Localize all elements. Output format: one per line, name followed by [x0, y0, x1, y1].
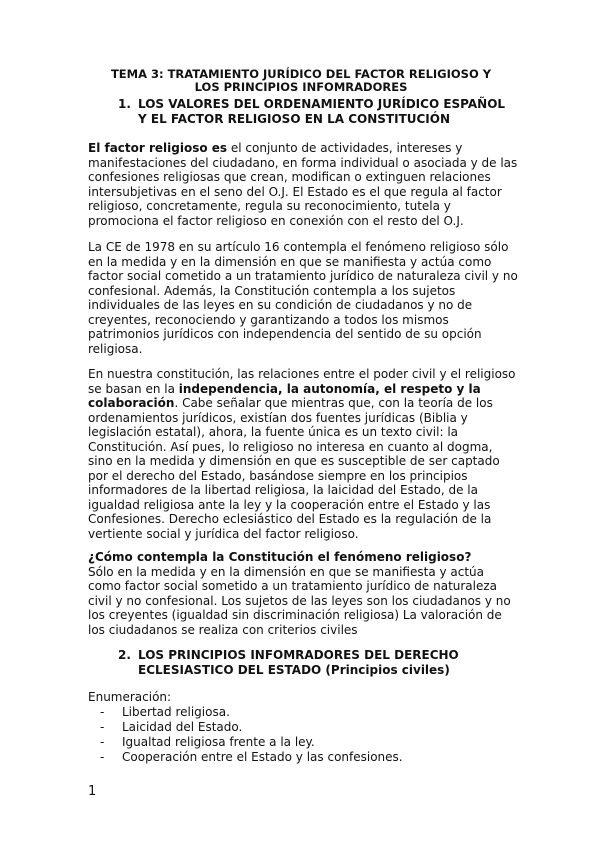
question-block	[88, 550, 518, 637]
paragraph-3-bold: independencia, la autonomía, el respeto y la colaboración	[88, 381, 481, 410]
section-1-line-1: LOS VALORES DEL ORDENAMIENTO JURÍDICO ESPAÑOL	[138, 97, 506, 111]
question-heading: ¿Cómo contempla la Constitución el fenómeno religioso?	[88, 550, 472, 564]
list-item-text: Cooperación entre el Estado y las confesiones.	[122, 750, 403, 764]
bullet-dash: -	[100, 720, 105, 734]
paragraph-1-bold: El factor religioso es	[88, 141, 228, 155]
paragraph-ce-1978: La CE de 1978 en su artículo 16 contempla el fenómeno religioso sólo en la medida y en la dimensión en que se manifiesta y actúa como factor social cometido a un tratamiento jurídico de naturaleza civil y no confesional. Además, la Constitución contempla a los sujetos individuales de las leyes en su condición de ciudadanos y no de creyentes, reconociendo y garantizando a todos los mismos patrimonios jurídicos con independencia del sentido de su opción religiosa.	[88, 240, 518, 356]
title-line-1: TEMA 3: TRATAMIENTO JURÍDICO DEL FACTOR RELIGIOSO Y	[110, 67, 492, 81]
bullet-dash: -	[100, 735, 105, 749]
paragraph-3-pre: En nuestra constitución, las relaciones entre el poder civil y el religioso se basan en la	[88, 367, 516, 396]
section-2-number: 2.	[118, 648, 131, 662]
section-2-line-2: ECLESIASTICO DEL ESTADO (Principios civiles)	[138, 662, 450, 677]
principles-list	[100, 705, 403, 765]
list-item	[100, 735, 403, 750]
section-1-heading	[118, 97, 518, 126]
list-item-text: Libertad religiosa.	[122, 705, 230, 719]
bullet-dash: -	[100, 750, 105, 764]
title-line-2: LOS PRINCIPIOS INFOMRADORES	[194, 80, 408, 94]
section-2-heading	[118, 648, 518, 677]
section-2-line-1: LOS PRINCIPIOS INFOMRADORES DEL DERECHO	[138, 648, 459, 662]
list-item	[100, 720, 403, 735]
list-item	[100, 705, 403, 720]
page-number: 1	[88, 784, 97, 799]
section-1-line-2: Y EL FACTOR RELIGIOSO EN LA CONSTITUCIÓN	[138, 111, 451, 126]
paragraph-1-text: el conjunto de actividades, intereses y manifestaciones del ciudadano, en forma individual o asociada y de las confesiones religiosas que crean, modifican o extinguen relaciones intersubjetivas en el seno del O.J. El Estado es el que regula al factor religioso, concretamente, regula su reconocimiento, tutela y promociona el factor religioso en conexión con el resto del O.J.	[88, 141, 518, 228]
paragraph-factor-religioso	[88, 141, 518, 228]
document-title	[96, 68, 506, 94]
section-1-number: 1.	[118, 97, 131, 111]
bullet-dash: -	[100, 705, 105, 719]
list-item-text: Igualtad religiosa frente a la ley.	[122, 735, 315, 749]
question-answer: Sólo en la medida y en la dimensión en que se manifiesta y actúa como factor social sometido a un tratamiento jurídico de naturaleza civil y no confesional. Los sujetos de las leyes son los ciudadanos y no los creyentes (igualdad sin discriminación religiosa) La valoración de los ciudadanos se realiza con criterios civiles	[88, 564, 511, 637]
list-item-text: Laicidad del Estado.	[122, 720, 243, 734]
enumeration-label: Enumeración:	[88, 690, 172, 704]
paragraph-3-post: . Cabe señalar que mientras que, con la teoría de los ordenamientos jurídicos, existían dos fuentes jurídicas (Biblia y legislación estatal), ahora, la fuente única es un texto civil: la Constitución. Así pues, lo religioso no interesa en cuanto al dogma, sino en la medida y dimensión en que es susceptible de ser captado por el derecho del Estado, basándose siempre en los principios informadores de la libertad religiosa, la laicidad del Estado, de la igualdad religiosa ante la ley y la cooperación entre el Estado y las Confesiones. Derecho eclesiástico del Estado es la regulación de la vertiente social y jurídica del factor religioso.	[88, 396, 500, 541]
paragraph-relaciones	[88, 367, 518, 541]
list-item	[100, 750, 403, 765]
